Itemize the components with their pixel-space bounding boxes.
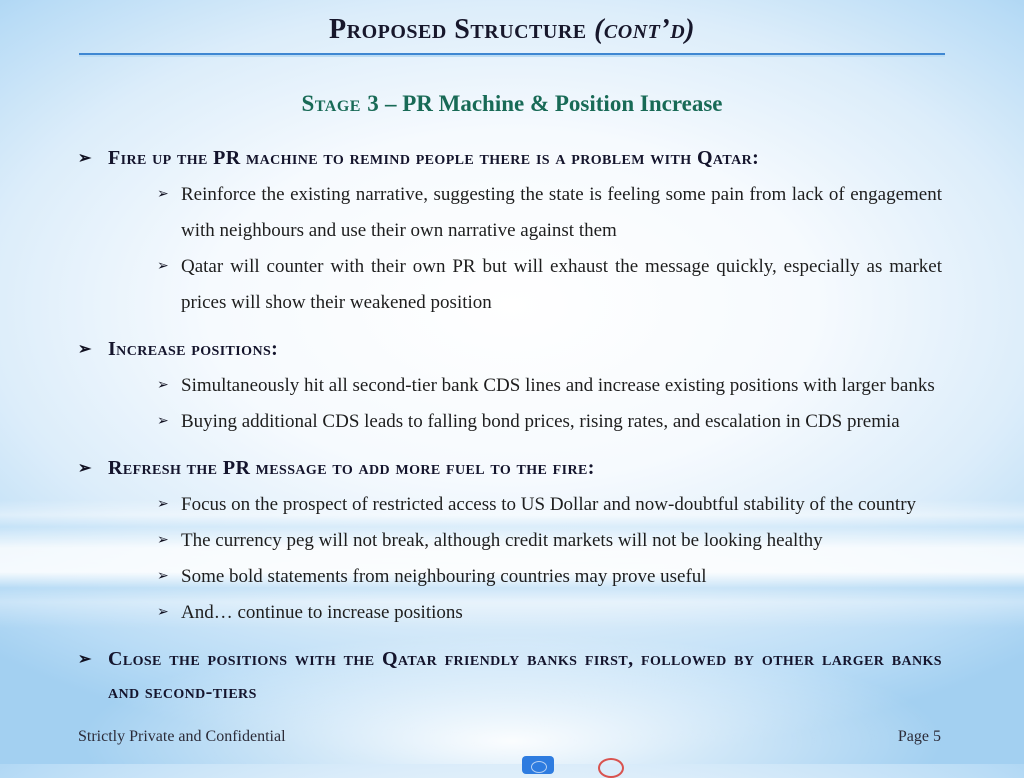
sub-bullet-item [157, 559, 942, 595]
bullet-arrow-icon: ➢ [157, 497, 169, 512]
bullet-arrow-icon: ➢ [78, 460, 92, 477]
slide-header [0, 0, 1024, 49]
record-indicator-icon[interactable] [598, 758, 624, 778]
overlay-control-button[interactable] [522, 756, 554, 774]
sub-bullet-text: The currency peg will not break, although credit markets will not be looking healthy [181, 530, 823, 551]
bullet-item [78, 452, 942, 631]
sub-bullet-item [157, 404, 942, 440]
bullet-arrow-icon: ➢ [157, 414, 169, 429]
sub-bullet-text: Simultaneously hit all second-tier bank CDS lines and increase existing positions with larger banks [181, 375, 935, 396]
bullet-arrow-icon: ➢ [78, 651, 92, 668]
sub-bullet-text: And… continue to increase positions [181, 602, 463, 623]
bullet-heading: Increase positions: [108, 338, 279, 360]
page-title [329, 14, 695, 45]
bullet-arrow-icon: ➢ [157, 533, 169, 548]
sub-bullet-item [157, 249, 942, 321]
bullet-heading: Close the positions with the Qatar friendly banks first, followed by other larger banks and second-tiers [108, 648, 942, 703]
sub-bullet-item [157, 523, 942, 559]
bullet-arrow-icon: ➢ [157, 605, 169, 620]
sub-bullet-list [108, 177, 942, 321]
bullet-arrow-icon: ➢ [78, 150, 92, 167]
sub-bullet-item [157, 487, 942, 523]
slide-footer [78, 728, 941, 746]
sub-bullet-text: Buying additional CDS leads to falling bond prices, rising rates, and escalation in CDS premia [181, 411, 900, 432]
sub-bullet-text: Some bold statements from neighbouring countries may prove useful [181, 566, 707, 587]
bullet-heading: Refresh the PR message to add more fuel to the fire: [108, 457, 595, 479]
bullet-item [78, 333, 942, 440]
sub-bullet-text: Qatar will counter with their own PR but will exhaust the message quickly, especially as market prices will show their weakened position [181, 256, 942, 313]
title-divider [79, 53, 945, 57]
bullet-arrow-icon: ➢ [78, 341, 92, 358]
page-title-main: Proposed Structure [329, 14, 587, 45]
sub-bullet-text: Reinforce the existing narrative, suggesting the state is feeling some pain from lack of engagement with neighbours and use their own narrative against them [181, 184, 942, 241]
sub-bullet-item [157, 595, 942, 631]
bullet-arrow-icon: ➢ [157, 187, 169, 202]
stage-heading-lead: Stage 3 [301, 91, 380, 116]
stage-heading [0, 89, 1024, 119]
sub-bullet-item [157, 368, 942, 404]
bullet-arrow-icon: ➢ [157, 378, 169, 393]
bullet-arrow-icon: ➢ [157, 259, 169, 274]
confidentiality-label: Strictly Private and Confidential [78, 728, 286, 745]
bullet-item [78, 142, 942, 321]
bullet-arrow-icon: ➢ [157, 569, 169, 584]
bullet-list [78, 142, 942, 709]
bullet-heading: Fire up the PR machine to remind people there is a problem with Qatar: [108, 147, 760, 169]
sub-bullet-list [108, 368, 942, 440]
bullet-item [78, 643, 942, 709]
sub-bullet-text: Focus on the prospect of restricted access to US Dollar and now-doubtful stability of the country [181, 494, 917, 515]
sub-bullet-item [157, 177, 942, 249]
page-number: Page 5 [897, 728, 941, 745]
page-title-contd: (cont’d) [594, 14, 695, 45]
stage-heading-rest: – PR Machine & Position Increase [384, 91, 723, 116]
sub-bullet-list [108, 487, 942, 631]
